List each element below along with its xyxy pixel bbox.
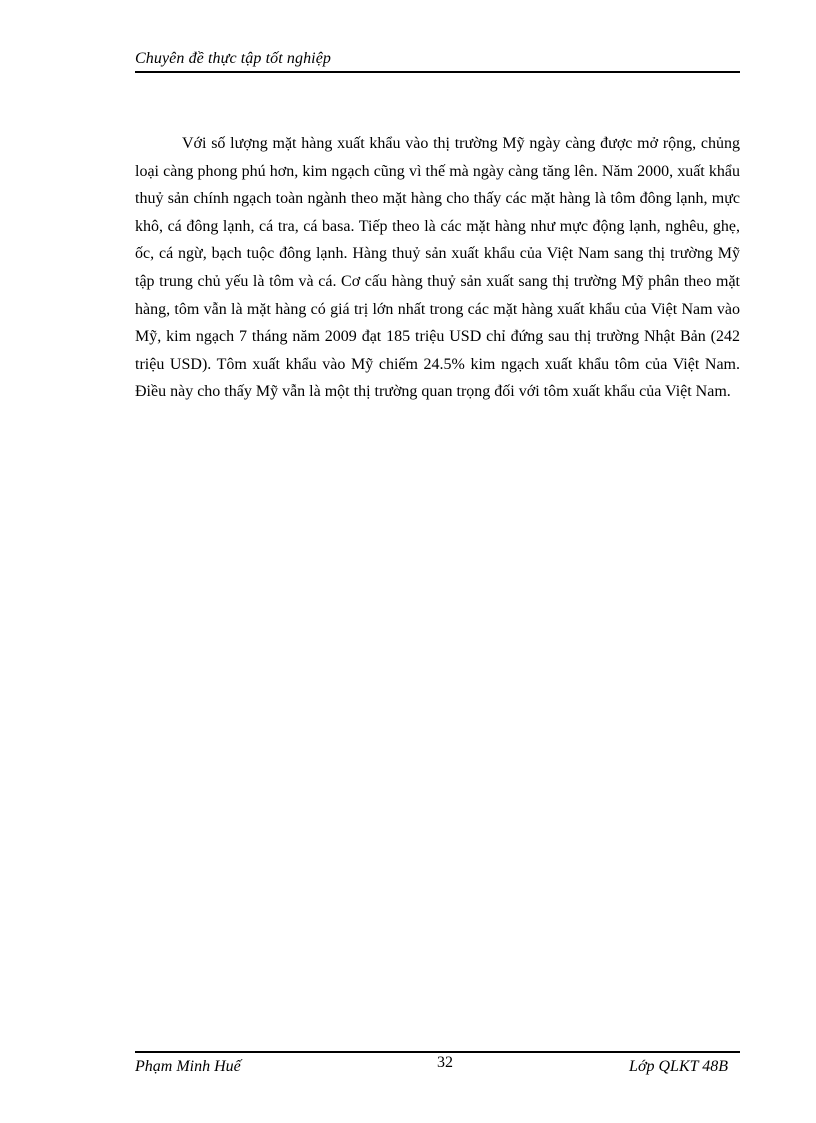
author-name: Phạm Minh Huế [135,1058,241,1075]
page-footer [135,1051,740,1083]
page-number: 32 [437,1054,453,1071]
class-name: Lớp QLKT 48B [629,1058,728,1075]
body-paragraph: Với số lượng mặt hàng xuất khẩu vào thị trường Mỹ ngày càng được mở rộng, chủng loại càng phong phú hơn, kim ngạch cũng vì thế mà ngày càng tăng lên. Năm 2000, xuất khẩu thuỷ sản chính ngạch toàn ngành theo mặt hàng cho thấy các mặt hàng là tôm đông lạnh, mực khô, cá đông lạnh, cá tra, cá basa. Tiếp theo là các mặt hàng như mực động lạnh, nghêu, ghẹ, ốc, cá ngừ, bạch tuộc đông lạnh. Hàng thuỷ sản xuất khẩu của Việt Nam sang thị trường Mỹ tập trung chủ yếu là tôm và cá. Cơ cấu hàng thuỷ sản xuất sang thị trường Mỹ phân theo mặt hàng, tôm vẫn là mặt hàng có giá trị lớn nhất trong các mặt hàng xuất khẩu của Việt Nam vào Mỹ, kim ngạch 7 tháng năm 2009 đạt 185 triệu USD chỉ đứng sau thị trường Nhật Bản (242 triệu USD). Tôm xuất khẩu vào Mỹ chiếm 24.5% kim ngạch xuất khẩu tôm của Việt Nam. Điều này cho thấy Mỹ vẫn là một thị trường quan trọng đối với tôm xuất khẩu của Việt Nam. [135,135,740,401]
page-header [135,49,740,73]
document-title: Chuyên đề thực tập tốt nghiệp [135,50,332,67]
